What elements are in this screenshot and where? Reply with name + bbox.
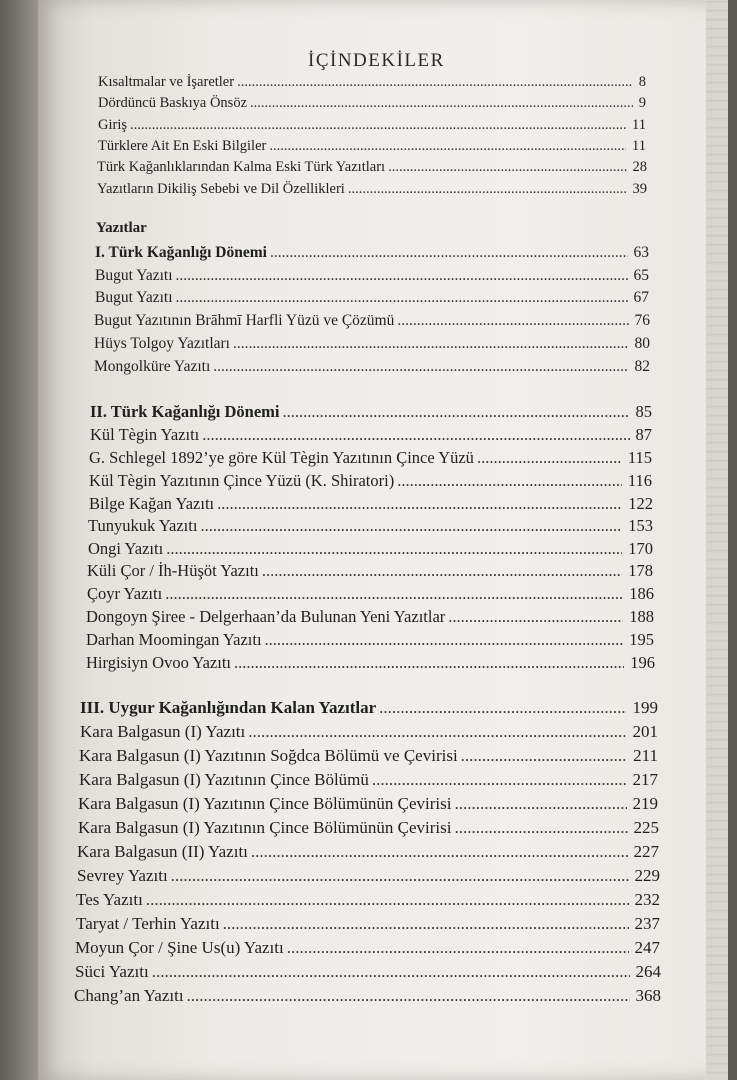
toc-entry-page: 116 [627, 471, 652, 490]
dot-leader [165, 584, 623, 604]
toc-entry [88, 539, 653, 559]
toc-entry [87, 561, 653, 581]
dot-leader [176, 289, 628, 307]
toc-entry [98, 95, 646, 112]
toc-entry-label: Bugut Yazıtı [95, 267, 173, 284]
dot-leader [265, 630, 624, 650]
toc-entry-label: Kara Balgasun (I) Yazıtının Çince Bölümü [79, 770, 369, 789]
dot-leader [287, 938, 629, 958]
toc-entry-page: 232 [634, 890, 660, 909]
toc-section-title: II. Türk Kağanlığı Dönemi [90, 402, 280, 421]
toc-entry [78, 794, 658, 814]
dot-leader [282, 402, 629, 422]
toc-entry-page: 122 [628, 494, 653, 513]
toc-entry-page: 219 [632, 794, 658, 813]
toc-entry [95, 267, 649, 285]
toc-entry-page: 225 [633, 818, 659, 837]
dot-leader [250, 95, 633, 112]
toc-entry-page: 82 [634, 358, 650, 375]
toc-entry-label: Kül Tègin Yazıtı [90, 425, 200, 444]
toc-entry-page: 28 [632, 159, 647, 175]
dot-leader [262, 561, 622, 581]
toc-entry [98, 117, 646, 134]
toc-entry-page: 199 [632, 698, 658, 717]
toc-entry-page: 211 [633, 746, 658, 765]
toc-entry-label: Ongi Yazıtı [88, 539, 164, 558]
toc-entry-label: Küli Çor / İh-Hüşöt Yazıtı [87, 561, 259, 580]
toc-entry [97, 159, 647, 176]
toc-entry-label: Çoyr Yazıtı [87, 584, 163, 603]
dot-leader [397, 312, 628, 330]
dot-leader [379, 698, 626, 718]
toc-entry-page: 67 [633, 289, 649, 306]
toc-entry [98, 138, 646, 155]
toc-entry [86, 653, 655, 673]
dot-leader [187, 986, 630, 1006]
toc-entry [78, 818, 659, 838]
dot-leader [217, 494, 622, 514]
dot-leader [270, 244, 628, 262]
toc-entry-label: Süci Yazıtı [75, 962, 149, 981]
dot-leader [348, 181, 627, 198]
toc-entry-label: Chang’an Yazıtı [74, 986, 184, 1005]
toc-entry [86, 630, 654, 650]
dot-leader [152, 962, 630, 982]
toc-title: İÇİNDEKİLER [308, 50, 445, 71]
toc-entry-page: 11 [632, 117, 646, 133]
toc-entry [80, 722, 658, 742]
toc-entry-page: 8 [638, 74, 646, 90]
toc-entry [75, 962, 661, 982]
toc-entry-label: Kül Tègin Yazıtının Çince Yüzü (K. Shiratori) [89, 471, 395, 490]
toc-entry [76, 914, 660, 934]
toc-entry [95, 289, 649, 307]
toc-entry-label: Sevrey Yazıtı [77, 866, 168, 885]
toc-section-title: III. Uygur Kağanlığından Kalan Yazıtlar [80, 698, 377, 717]
toc-entry-page: 229 [634, 866, 660, 885]
toc-entry-page: 217 [632, 770, 658, 789]
toc-entry-label: Kısaltmalar ve İşaretler [98, 74, 235, 90]
toc-entry [76, 890, 660, 910]
toc-entry-page: 115 [627, 448, 652, 467]
toc-entry [77, 866, 660, 886]
dot-leader [477, 448, 622, 468]
toc-entry-label: Kara Balgasun (I) Yazıtının Çince Bölümünün Çevirisi [78, 794, 452, 813]
toc-entry [97, 181, 647, 198]
toc-entry-label: Bugut Yazıtı [95, 289, 173, 306]
toc-entry-page: 368 [635, 986, 661, 1005]
toc-entry-label: Tunyukuk Yazıtı [88, 516, 198, 535]
toc-entry-label: Hirgisiyn Ovoo Yazıtı [86, 653, 232, 672]
toc-entry-label: Türk Kağanlıklarından Kalma Eski Türk Yazıtları [97, 159, 386, 175]
toc-entry-page: 188 [629, 607, 654, 626]
toc-entry [88, 516, 653, 536]
toc-entry-label: Kara Balgasun (I) Yazıtının Soğdca Bölümü ve Çevirisi [79, 746, 458, 765]
toc-section-entry [90, 402, 652, 422]
toc-entry-label: G. Schlegel 1892’ye göre Kül Tègin Yazıtının Çince Yüzü [89, 448, 474, 467]
toc-entry-page: 195 [629, 630, 654, 649]
toc-entry [87, 584, 654, 604]
toc-entry-page: 65 [633, 267, 649, 284]
dot-leader [130, 117, 626, 134]
toc-entry-label: Yazıtların Dikiliş Sebebi ve Dil Özellikleri [97, 181, 345, 197]
dot-leader [202, 425, 629, 445]
toc-entry-label: Kara Balgasun (II) Yazıtı [77, 842, 248, 861]
toc-entry-label: Mongolküre Yazıtı [94, 358, 211, 375]
dot-leader [234, 653, 624, 673]
dot-leader [223, 914, 629, 934]
toc-entry [77, 842, 659, 862]
toc-entry [79, 746, 658, 766]
dot-leader [176, 267, 628, 285]
toc-entry-page: 9 [638, 95, 646, 111]
toc-entry [79, 770, 658, 790]
dot-leader [454, 794, 626, 814]
toc-entry-page: 237 [634, 914, 660, 933]
toc-entry [89, 471, 652, 491]
toc-entry [94, 335, 650, 353]
toc-entry-label: Moyun Çor / Şine Us(u) Yazıtı [75, 938, 284, 957]
dot-leader [200, 516, 622, 536]
toc-entry-label: Giriş [98, 117, 127, 133]
toc-entry [75, 938, 660, 958]
dot-leader [213, 358, 628, 376]
dot-leader [251, 842, 628, 862]
toc-entry-label: Bugut Yazıtının Brāhmī Harfli Yüzü ve Çözümü [94, 312, 395, 329]
toc-entry-label: Tes Yazıtı [76, 890, 143, 909]
dot-leader [454, 818, 627, 838]
dot-leader [397, 471, 622, 491]
toc-entry-page: 264 [635, 962, 661, 981]
toc-entry [94, 312, 650, 330]
toc-entry [86, 607, 654, 627]
dot-leader [248, 722, 626, 742]
toc-entry-page: 196 [630, 653, 655, 672]
dot-leader [269, 138, 626, 155]
toc-entry-label: Dördüncü Baskıya Önsöz [98, 95, 248, 111]
toc-entry-page: 87 [635, 425, 652, 444]
toc-entry-page: 85 [635, 402, 652, 421]
toc-entry-page: 186 [629, 584, 654, 603]
toc-entry-page: 178 [628, 561, 653, 580]
toc-entry-page: 153 [628, 516, 653, 535]
dot-leader [146, 890, 629, 910]
toc-entry-label: Hüys Tolgoy Yazıtları [94, 335, 230, 352]
toc-entry-page: 11 [632, 138, 646, 154]
toc-entry-label: Dongoyn Şiree - Delgerhaan’da Bulunan Yeni Yazıtlar [86, 607, 446, 626]
toc-entry-label: Taryat / Terhin Yazıtı [76, 914, 220, 933]
toc-entry-page: 170 [628, 539, 653, 558]
toc-entry-label: Bilge Kağan Yazıtı [89, 494, 215, 513]
dot-leader [448, 607, 623, 627]
dot-leader [461, 746, 627, 766]
toc-section-title: I. Türk Kağanlığı Dönemi [95, 244, 267, 261]
toc-entry-page: 247 [634, 938, 660, 957]
toc-entry-page: 76 [634, 312, 650, 329]
toc-entry [90, 425, 652, 445]
toc-section-entry [95, 244, 649, 262]
dot-leader [233, 335, 629, 353]
toc-entry-label: Darhan Moomingan Yazıtı [86, 630, 262, 649]
toc-section-entry [80, 698, 658, 718]
toc-entry [89, 494, 653, 514]
toc-entry-page: 201 [632, 722, 658, 741]
dot-leader [372, 770, 627, 790]
dot-leader [237, 74, 633, 91]
dot-leader [388, 159, 626, 176]
toc-entry-label: Kara Balgasun (I) Yazıtı [80, 722, 246, 741]
dot-leader [166, 539, 622, 559]
toc-entry [89, 448, 652, 468]
toc-entry-page: 80 [634, 335, 650, 352]
toc-entry-page: 227 [633, 842, 659, 861]
toc-entry-page: 39 [632, 181, 647, 197]
toc-entry [94, 358, 650, 376]
toc-entry-label: Türklere Ait En Eski Bilgiler [98, 138, 267, 154]
section-heading: Yazıtlar [96, 220, 147, 236]
toc-entry [98, 74, 646, 91]
dot-leader [171, 866, 629, 886]
toc-entry-label: Kara Balgasun (I) Yazıtının Çince Bölümünün Çevirisi [78, 818, 452, 837]
toc-entry-page: 63 [633, 244, 649, 261]
toc-entry [74, 986, 661, 1006]
